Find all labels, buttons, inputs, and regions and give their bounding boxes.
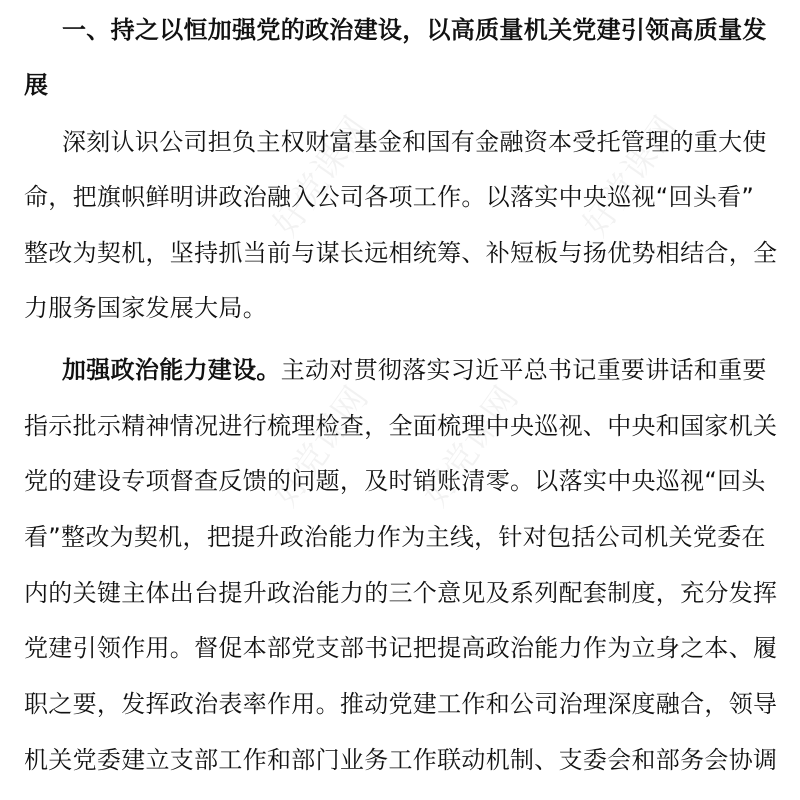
paragraph-line: 党的建设专项督查反馈的问题，及时销账清零。以落实中央巡视“回头 (24, 467, 766, 495)
paragraph-line (62, 355, 776, 385)
watermark: 好党课网 (265, 109, 377, 244)
paragraph-text: 主动对贯彻落实习近平总书记重要讲话和重要 (280, 356, 767, 384)
paragraph-line: 整改为契机，坚持抓当前与谋长远相统筹、补短板与扬优势相结合，全 (24, 239, 778, 267)
paragraph-line: 深刻认识公司担负主权财富基金和国有金融资本受托管理的重大使 (62, 128, 767, 156)
section-heading: 一、持之以恒加强党的政治建设，以高质量机关党建引领高质量发 (62, 16, 767, 44)
section-heading-continued: 展 (24, 71, 49, 99)
paragraph-line: 命，把旗帜鲜明讲政治融入公司各项工作。以落实中央巡视“回头看” (24, 183, 755, 211)
paragraph-line: 党建引领作用。督促本部党支部书记把提高政治能力作为立身之本、履 (24, 634, 778, 662)
paragraph-line: 力服务国家发展大局。 (24, 294, 267, 322)
paragraph-line: 职之要，发挥政治表率作用。推动党建工作和公司治理深度融合，领导 (24, 690, 778, 718)
watermark: 好党课网 (265, 379, 377, 514)
subsection-lead: 加强政治能力建设。 (62, 356, 281, 384)
watermark: 好党课网 (415, 379, 527, 514)
watermark: 好党课网 (575, 109, 687, 244)
paragraph-line: 内的关键主体出台提升政治能力的三个意见及系列配套制度，充分发挥 (24, 579, 778, 607)
paragraph-line: 机关党委建立支部工作和部门业务工作联动机制、支委会和部务会协调 (24, 746, 778, 774)
paragraph-line: 看”整改为契机，把提升政治能力作为主线，针对包括公司机关党委在 (24, 523, 766, 551)
paragraph-line: 指示批示精神情况进行梳理检查，全面梳理中央巡视、中央和国家机关 (24, 412, 778, 440)
